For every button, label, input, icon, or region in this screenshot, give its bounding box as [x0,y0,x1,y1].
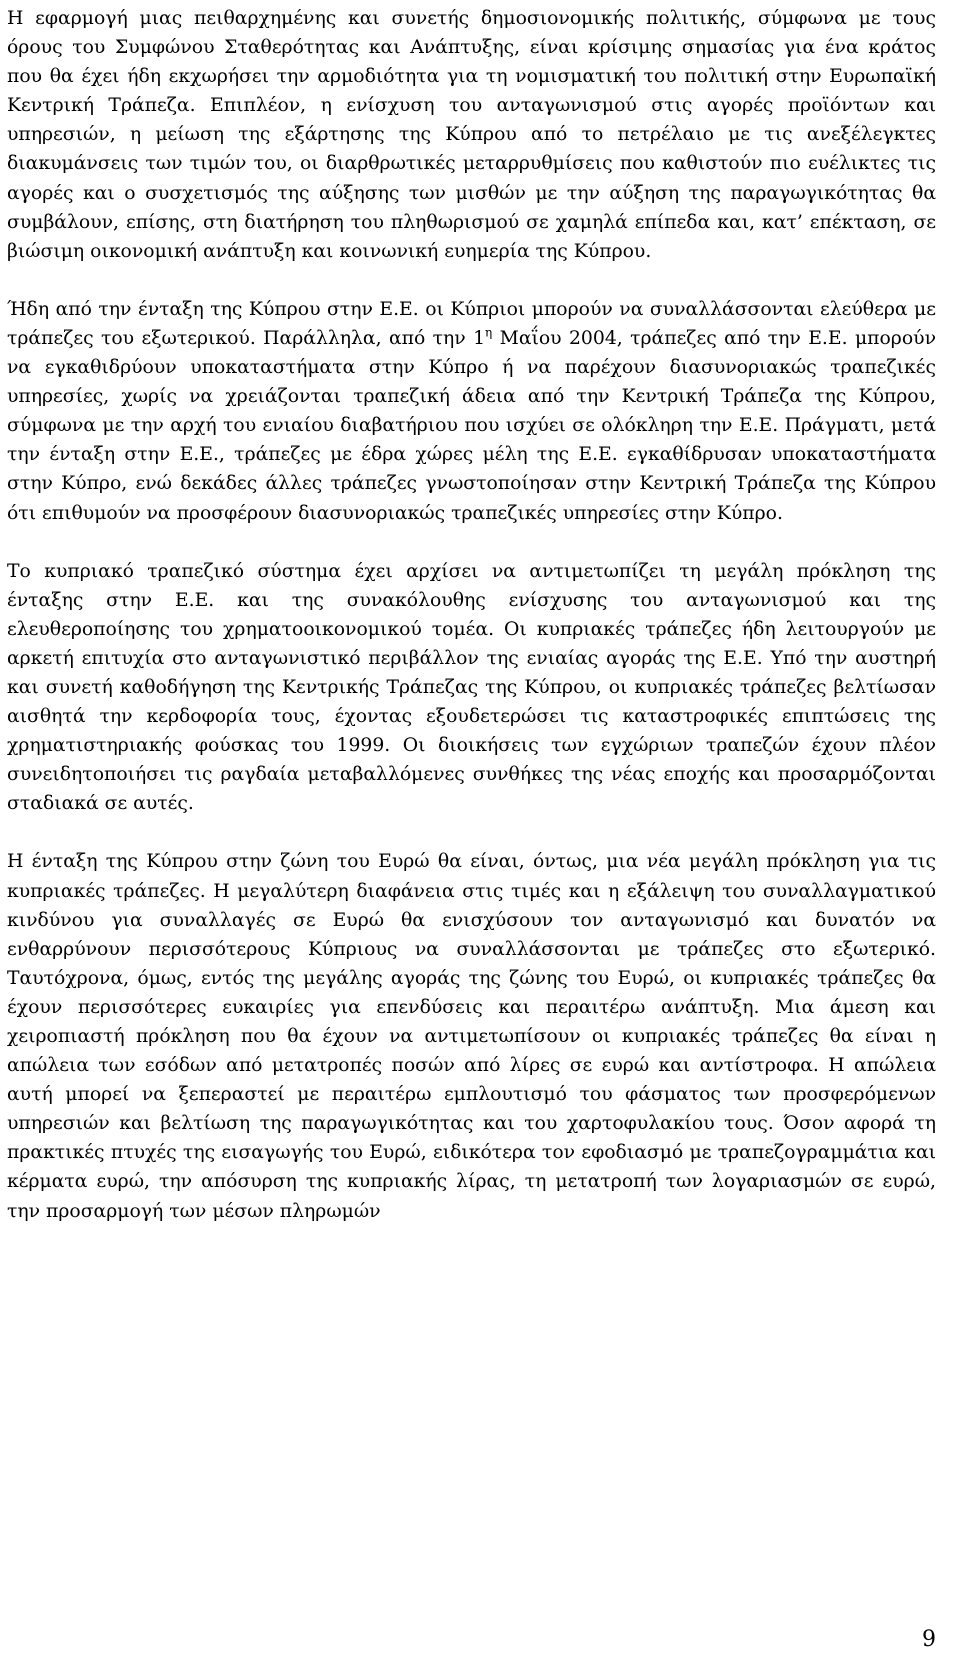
paragraph-fiscal-policy: Η εφαρμογή μιας πειθαρχημένης και συνετής δημοσιονομικής πολιτικής, σύμφωνα με τους όρους του Συμφώνου Σταθερότητας και Ανάπτυξης, είναι κρίσιμης σημασίας για ένα κράτος που θα έχει ήδη εκχωρήσει την αρμοδιότητα για τη νομισματική του πολιτική στην Ευρωπαϊκή Κεντρική Τράπεζα. Επιπλέον, η ενίσχυση του ανταγωνισμού στις αγορές προϊόντων και υπηρεσιών, η μείωση της εξάρτησης της Κύπρου από το πετρέλαιο με τις ανεξέλεγκτες διακυμάνσεις των τιμών του, οι διαρθρωτικές μεταρρυθμίσεις που καθιστούν πιο ευέλικτες τις αγορές και ο συσχετισμός της αύξησης των μισθών με την αύξηση της παραγωγικότητας θα συμβάλουν, επίσης, στη διατήρηση του πληθωρισμού σε χαμηλά επίπεδα και, κατ’ επέκταση, σε βιώσιμη οικονομική ανάπτυξη και κοινωνική ευημερία της Κύπρου. [7,8,936,262]
paragraph-banking-freedom-text-end: Μαΐου 2004, τράπεζες από την Ε.Ε. μπορούν να εγκαθιδρύουν υποκαταστήματα στην Κύπρο ή να παρέχουν διασυνοριακώς τραπεζικές υπηρεσίες, χωρίς να χρειάζονται τραπεζική άδεια από την Κεντρική Τράπεζα της Κύπρου, σύμφωνα με την αρχή του ενιαίου διαβατήριου που ισχύει σε ολόκληρη την Ε.Ε. Πράγματι, μετά την ένταξη στην Ε.Ε., τράπεζες με έδρα χώρες μέλη της Ε.Ε. εγκαθίδρυσαν υποκαταστήματα στην Κύπρο, ενώ δεκάδες άλλες τράπεζες γνωστοποίησαν στην Κεντρική Τράπεζα της Κύπρου ότι επιθυμούν να προσφέρουν διασυνοριακώς τραπεζικές υπηρεσίες στην Κύπρο. [7,327,936,524]
paragraph-banking-freedom-text-start: Ήδη από την ένταξη της Κύπρου στην Ε.Ε. οι Κύπριοι μπορούν να συναλλάσσονται ελεύθερα με τράπεζες του εξωτερικού. Παράλληλα, από την 1 [7,298,936,349]
paragraph-euro-challenge: Η ένταξη της Κύπρου στην ζώνη του Ευρώ θα είναι, όντως, μια νέα μεγάλη πρόκληση για τις κυπριακές τράπεζες. Η μεγαλύτερη διαφάνεια στις τιμές και η εξάλειψη του συναλλαγματικού κινδύνου για συναλλαγές σε Ευρώ θα ενισχύσουν τον ανταγωνισμό και δυνατόν να ενθαρρύνουν περισσότερους Κύπριους να συναλλάσσονται με τράπεζες στο εξωτερικό. Ταυτόχρονα, όμως, εντός της μεγάλης αγοράς της ζώνης του Ευρώ, οι κυπριακές τράπεζες θα έχουν περισσότερες ευκαιρίες για επενδύσεις και περαιτέρω ανάπτυξη. Μια άμεση και χειροπιαστή πρόκληση που θα έχουν να αντιμετωπίσουν οι κυπριακές τράπεζες θα είναι η απώλεια των εσόδων από μετατροπές ποσών από λίρες σε ευρώ και αντίστροφα. Η απώλεια αυτή μπορεί να ξεπεραστεί με περαιτέρω εμπλουτισμό του φάσματος των προσφερόμενων υπηρεσιών και βελτίωση της παραγωγικότητας και του χαρτοφυλακίου τους. Όσον αφορά τη πρακτικές πτυχές της εισαγωγής του Ευρώ, ειδικότερα τον εφοδιασμό με τραπεζογραμμάτια και κέρματα ευρώ, την απόσυρση της κυπριακής λίρας, τη μετατροπή των λογαριασμών σε ευρώ, την προσαρμογή των μέσων πληρωμών [7,851,936,1222]
paragraph-banking-freedom [7,295,936,528]
ordinal-superscript: η [485,325,493,340]
paragraph-banking-system: Το κυπριακό τραπεζικό σύστημα έχει αρχίσει να αντιμετωπίζει τη μεγάλη πρόκληση της ένταξης στην Ε.Ε. και της συνακόλουθης ενίσχυσης του ανταγωνισμού και της ελευθεροποίησης του χρηματοοικονομικού τομέα. Οι κυπριακές τράπεζες ήδη λειτουργούν με αρκετή επιτυχία στο ανταγωνιστικό περιβάλλον της ενιαίας αγοράς της Ε.Ε. Υπό την αυστηρή και συνετή καθοδήγηση της Κεντρικής Τράπεζας της Κύπρου, οι κυπριακές τράπεζες βελτίωσαν αισθητά την κερδοφορία τους, έχοντας εξουδετερώσει τις καταστροφικές επιπτώσεις της χρηματιστηριακής φούσκας του 1999. Οι διοικήσεις των εγχώριων τραπεζών έχουν πλέον συνειδητοποιήσει τις ραγδαία μεταβαλλόμενες συνθήκες της νέας εποχής και προσαρμόζονται σταδιακά σε αυτές. [7,560,936,815]
page-number: 9 [922,1627,936,1652]
